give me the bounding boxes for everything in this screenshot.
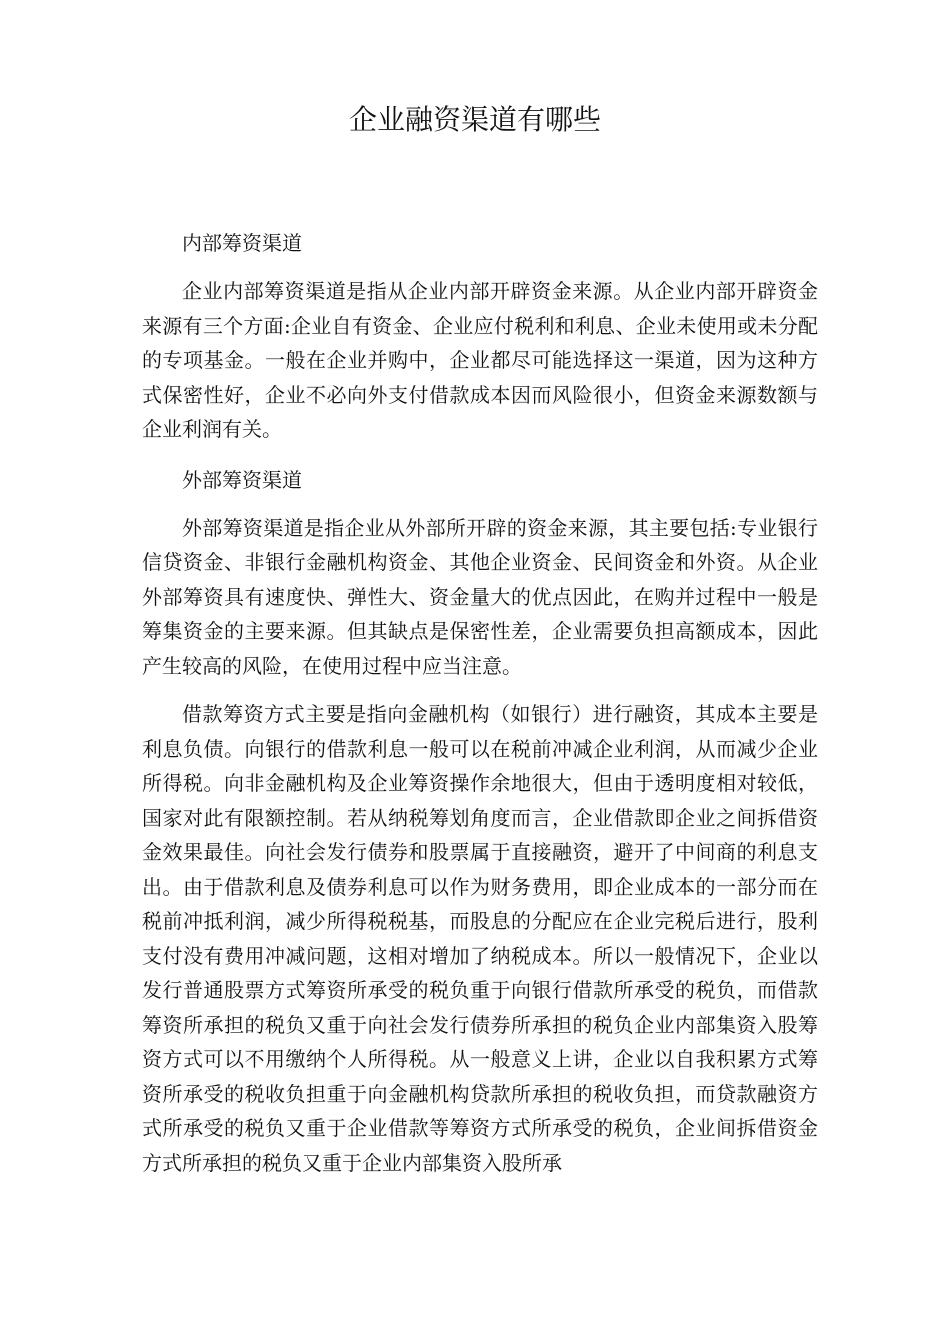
section-heading-external: 外部筹资渠道 xyxy=(182,467,302,492)
paragraph-external-financing: 外部筹资渠道是指企业从外部所开辟的资金来源，其主要包括:专业银行信贷资金、非银行金融机构资金、其他企业资金、民间资金和外资。从企业外部筹资具有速度快、弹性大、资金量大的优点因此，在购并过程中一般是筹集资金的主要来源。但其缺点是保密性差，企业需要负担高额成本，因此产生较高的风险，在使用过程中应当注意。 xyxy=(142,515,818,678)
document-body xyxy=(142,224,818,1194)
document-title: 企业融资渠道有哪些 xyxy=(348,103,601,136)
paragraph-internal-financing: 企业内部筹资渠道是指从企业内部开辟资金来源。从企业内部开辟资金来源有三个方面:企业自有资金、企业应付税利和利息、企业未使用或未分配的专项基金。一般在企业并购中，企业都尽可能选择这一渠道，因为这种方式保密性好，企业不必向外支付借款成本因而风险很小，但资金来源数额与企业利润有关。 xyxy=(142,279,818,441)
paragraph-loan-financing: 借款筹资方式主要是指向金融机构（如银行）进行融资，其成本主要是利息负债。向银行的借款利息一般可以在税前冲减企业利润，从而减少企业所得税。向非金融机构及企业筹资操作余地很大，但由于透明度相对较低，国家对此有限额控制。若从纳税筹划角度而言，企业借款即企业之间拆借资金效果最佳。向社会发行债券和股票属于直接融资，避开了中间商的利息支出。由于借款利息及债券利息可以作为财务费用，即企业成本的一部分而在税前冲抵利润，减少所得税税基，而股息的分配应在企业完税后进行，股利支付没有费用冲减问题，这相对增加了纳税成本。所以一般情况下，企业以发行普通股票方式筹资所承受的税负重于向银行借款所承受的税负，而借款筹资所承担的税负又重于向社会发行债券所承担的税负企业内部集资入股筹资方式可以不用缴纳个人所得税。从一般意义上讲，企业以自我积累方式筹资所承受的税收负担重于向金融机构贷款所承担的税收负担，而贷款融资方式所承受的税负又重于企业借款等筹资方式所承受的税负，企业间拆借资金方式所承担的税负又重于企业内部集资入股所承 xyxy=(142,702,818,1175)
section-heading-internal: 内部筹资渠道 xyxy=(182,231,302,255)
